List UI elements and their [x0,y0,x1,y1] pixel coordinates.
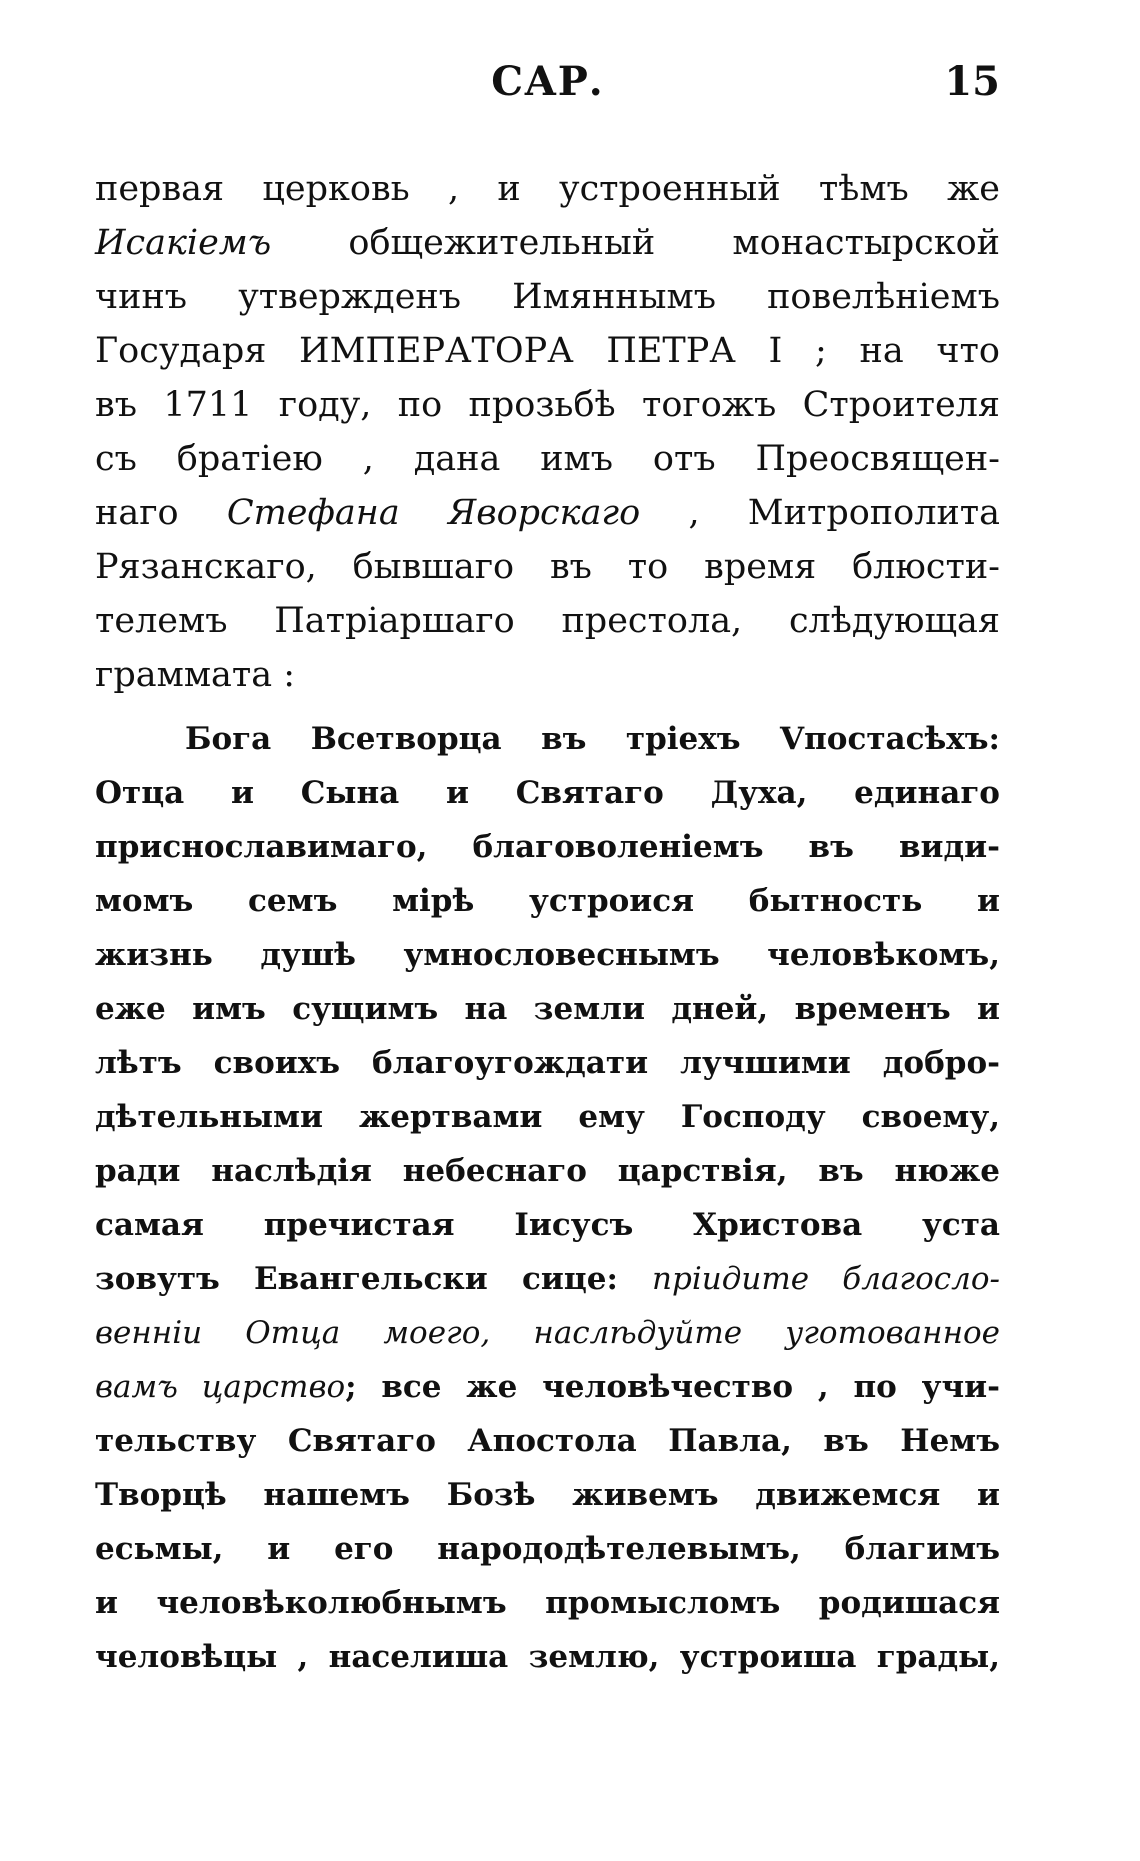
text-segment: жизнь душѣ умнословеснымъ человѣкомъ, [95,937,1000,973]
italic-segment: Стефана Яворскаго [226,493,641,533]
text-segment: Творцѣ нашемъ Бозѣ живемъ движемся и [95,1477,1000,1513]
text-line [95,766,1000,820]
text-line [95,1198,1000,1252]
text-segment: Государя ИМПЕРАТОРА ПЕТРА I ; на что [95,331,1000,371]
text-line [95,270,1000,324]
text-line [95,1036,1000,1090]
running-head [95,58,1000,118]
italic-segment: веннiи Отца моего, наслѣдуйте уготованное [95,1315,1000,1351]
text-line [95,1576,1000,1630]
text-line [95,1522,1000,1576]
text-line [95,1306,1000,1360]
text-line [95,712,1000,766]
text-line [95,1360,1000,1414]
page-number: 15 [944,58,1000,105]
text-line [95,928,1000,982]
text-line [95,1630,1000,1684]
text-segment: момъ семъ мірѣ устроися бытность и [95,883,1000,919]
text-segment: лѣтъ своихъ благоугождати лучшими добро- [95,1045,1000,1081]
body-text [95,162,1000,1684]
text-segment: человѣцы , населиша землю, устроиша грады, [95,1639,1000,1675]
text-line [95,1090,1000,1144]
text-line [95,982,1000,1036]
text-segment: общежительный монастырской [271,223,1000,263]
text-line [95,486,1000,540]
text-segment: грамматa : [95,655,296,695]
text-segment: и человѣколюбнымъ промысломъ родишася [95,1585,1000,1621]
text-line [95,162,1000,216]
text-line [95,874,1000,928]
text-segment: Отца и Сына и Святаго Духа, единаго [95,775,1000,811]
text-line [95,648,1000,702]
text-segment: чинъ утвержденъ Имяннымъ повелѣніемъ [95,277,1000,317]
text-line [95,324,1000,378]
text-line [95,432,1000,486]
text-segment: наго [95,493,227,533]
text-segment: зовутъ Евангельски сице: [95,1261,653,1297]
text-line [95,378,1000,432]
text-line [95,820,1000,874]
italic-segment: Исакіемъ [95,223,272,263]
italic-segment: вамъ царство [95,1369,346,1405]
text-line [95,1252,1000,1306]
text-segment: Бога Всетворца въ тріехъ Vпостасѣхъ: [185,721,1000,757]
text-segment: съ братіею , дана имъ отъ Преосвящен- [95,439,1000,479]
paragraph-narrative [95,162,1000,702]
text-segment: въ 1711 году, по прозьбѣ тогожъ Строителя [95,385,1000,425]
text-segment: дѣтельными жертвами ему Господу своему, [95,1099,1000,1135]
text-line [95,1414,1000,1468]
text-segment: первая церковь , и устроенный тѣмъ же [95,169,1000,209]
italic-segment: пріидите благосло- [652,1261,1000,1297]
text-segment: тельству Святаго Апостола Павла, въ Немъ [95,1423,1000,1459]
text-line [95,594,1000,648]
text-line [95,540,1000,594]
text-line [95,216,1000,270]
text-segment: Рязанскаго, бывшаго въ то время блюсти- [95,547,1000,587]
text-segment: , Митрополита [640,493,1001,533]
text-segment: есьмы, и его народодѣтелевымъ, благимъ [95,1531,1000,1567]
text-segment: ради наслѣдія небеснаго царствія, въ нюже [95,1153,1000,1189]
text-segment: ; все же человѣчество , по учи- [345,1369,1000,1405]
text-segment: еже имъ сущимъ на земли дней, временъ и [95,991,1000,1027]
text-line [95,1144,1000,1198]
text-segment: телемъ Патріаршаго престола, слѣдующая [95,601,1000,641]
running-head-title: САР. [491,58,604,105]
text-segment: присноcлавимаго, благоволеніемъ въ види- [95,829,1000,865]
text-segment: самая пречистая Іисусъ Христова уста [95,1207,1000,1243]
paragraph-charter [95,712,1000,1684]
text-line [95,1468,1000,1522]
